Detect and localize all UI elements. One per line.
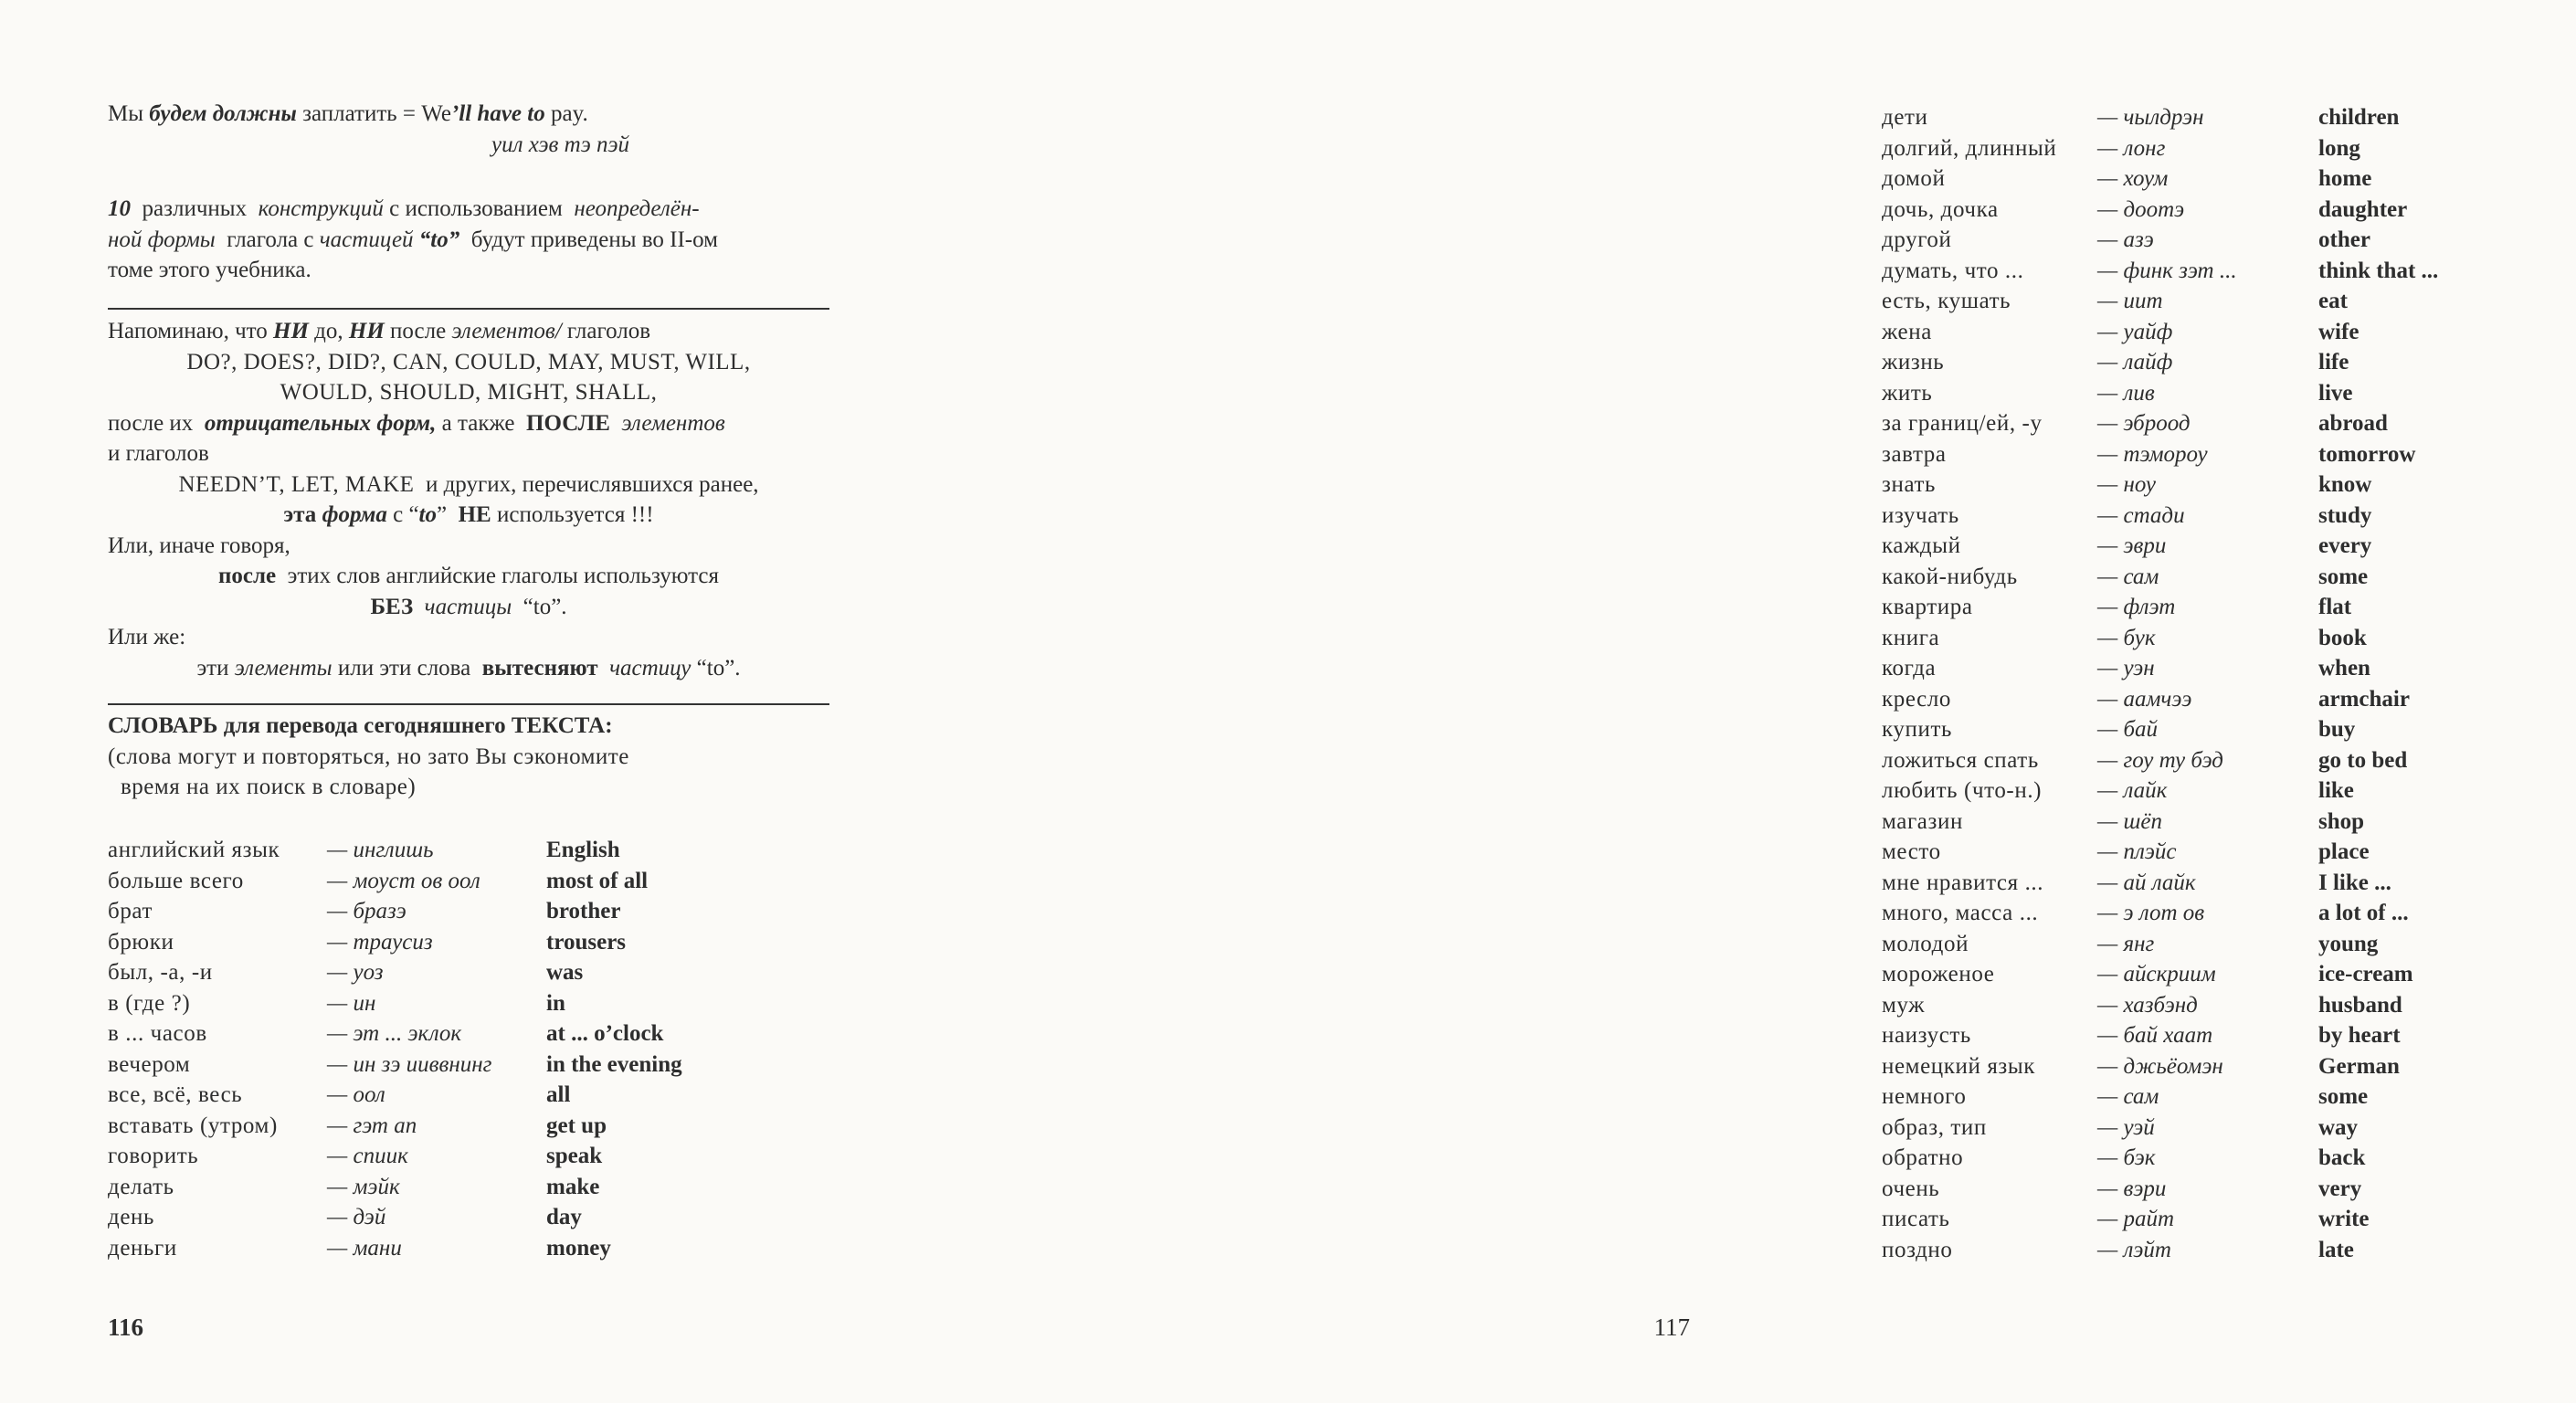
vocab-transcription: — сам — [2097, 564, 2159, 589]
vocab-row — [1882, 592, 2576, 623]
note-emphasis: “to” — [418, 227, 460, 252]
vocab-transcription: — вэри — [2097, 1176, 2167, 1201]
vocab-russian: очень — [1882, 1176, 1940, 1201]
vocab-russian: квартира — [1882, 595, 1973, 619]
vocab-row — [1882, 807, 2576, 838]
vocab-row — [108, 1202, 711, 1233]
vocab-russian: делать — [108, 1174, 174, 1199]
vocab-russian: есть, кушать — [1882, 289, 2011, 313]
vocab-english: place — [2318, 839, 2370, 864]
vocab-russian: молодой — [1882, 931, 1969, 956]
reminder-line — [108, 316, 829, 347]
reminder-text: этих слов английские глаголы используются — [287, 564, 719, 588]
vocab-transcription: — уэй — [2097, 1114, 2155, 1140]
vocab-english: very — [2318, 1176, 2362, 1201]
vocab-english: live — [2318, 380, 2353, 406]
vocab-english: book — [2318, 625, 2367, 650]
vocab-transcription: — лайф — [2097, 350, 2173, 374]
reminder-line — [108, 592, 829, 623]
vocab-english: daughter — [2318, 196, 2408, 222]
vocab-russian: мороженое — [1882, 962, 1995, 986]
reminder-text: после их — [108, 410, 194, 436]
vocab-transcription: — гэт ап — [327, 1113, 417, 1138]
reminder-line: Или же: — [108, 625, 186, 649]
vocab-english: ice-cream — [2318, 962, 2413, 986]
reminder-text: глаголов — [566, 319, 651, 343]
note-emphasis: частицей — [319, 227, 414, 252]
page-number: 117 — [1653, 1313, 1690, 1341]
reminder-text: “to”. — [696, 655, 741, 680]
vocab-transcription: — чылдрэн — [2097, 105, 2204, 130]
vocab-row — [1882, 1051, 2576, 1082]
vocab-english: speak — [546, 1144, 603, 1168]
vocab-russian: думать, что ... — [1882, 258, 2024, 283]
example-pronunciation: уил хэв тэ пэй — [491, 132, 629, 157]
vocab-row — [1882, 562, 2576, 593]
vocab-row — [1882, 1081, 2576, 1113]
vocab-transcription: — уайф — [2097, 319, 2173, 344]
vocab-row — [1882, 1143, 2576, 1174]
vocab-english: get up — [546, 1113, 607, 1138]
vocab-row — [1882, 898, 2576, 929]
vocab-row — [1882, 256, 2576, 287]
vocab-english: eat — [2318, 289, 2348, 313]
vocab-transcription: — тэмороу — [2097, 441, 2208, 467]
vocab-russian: жить — [1882, 380, 1933, 406]
vocab-transcription: — оол — [327, 1082, 385, 1107]
vocab-english: by heart — [2318, 1023, 2401, 1048]
vocab-english: young — [2318, 931, 2379, 956]
vocab-russian: вечером — [108, 1051, 191, 1077]
vocab-russian: брат — [108, 899, 153, 923]
vocab-row — [1882, 1235, 2576, 1266]
vocab-english: in the evening — [546, 1051, 682, 1077]
vocab-english: trousers — [546, 929, 627, 955]
vocab-row — [1882, 469, 2576, 501]
vocab-russian: образ, тип — [1882, 1114, 1987, 1140]
vocab-english: abroad — [2318, 411, 2388, 436]
vocab-russian: все, всё, весь — [108, 1082, 243, 1107]
vocab-english: German — [2318, 1053, 2400, 1079]
dictionary-note: (слова могут и повторяться, но зато Вы сэкономите — [108, 744, 629, 769]
vocab-row — [108, 896, 711, 927]
vocab-english: know — [2318, 472, 2372, 497]
vocab-row — [1882, 868, 2576, 899]
vocab-transcription: — бэк — [2097, 1145, 2156, 1170]
reminder-emphasis: ПОСЛЕ — [526, 410, 610, 436]
example-text: заплатить = We — [302, 101, 451, 126]
vocab-row — [108, 1018, 711, 1050]
vocab-row — [1882, 714, 2576, 745]
vocab-russian: завтра — [1882, 441, 1947, 467]
vocab-transcription: — бай — [2097, 717, 2159, 742]
vocab-english: husband — [2318, 992, 2402, 1018]
note-emphasis: ной формы — [108, 227, 216, 252]
vocab-transcription: — траусиз — [327, 929, 433, 955]
vocab-russian: кресло — [1882, 686, 1952, 712]
note-emphasis: неопределён- — [574, 196, 700, 221]
vocab-transcription: — моуст ов оол — [327, 868, 480, 893]
vocab-transcription: — лонг — [2097, 135, 2166, 161]
vocab-english: most of all — [546, 868, 649, 893]
vocab-english: go to bed — [2318, 747, 2408, 773]
vocab-row — [1882, 990, 2576, 1021]
reminder-line — [108, 408, 829, 439]
note-line-2 — [108, 225, 829, 256]
note-line-1 — [108, 194, 829, 225]
vocab-english: money — [546, 1235, 611, 1261]
vocab-transcription: — спиик — [327, 1144, 408, 1168]
vocab-row — [1882, 317, 2576, 348]
example-text: Мы — [108, 101, 144, 126]
note-line-3: томе этого учебника. — [108, 258, 311, 282]
vocab-row — [1882, 837, 2576, 868]
vocab-english: a lot of ... — [2318, 901, 2409, 925]
vocab-english: flat — [2318, 595, 2352, 619]
vocab-row — [1882, 1020, 2576, 1051]
vocab-transcription: — шёп — [2097, 808, 2162, 834]
vocab-russian: долгий, длинный — [1882, 135, 2057, 161]
vocab-english: buy — [2318, 717, 2356, 742]
vocab-russian: больше всего — [108, 868, 244, 893]
vocab-transcription: — уоз — [327, 960, 384, 985]
vocab-row — [1882, 653, 2576, 684]
vocab-english: when — [2318, 656, 2370, 680]
vocab-transcription: — стади — [2097, 502, 2185, 528]
vocab-transcription: — ай лайк — [2097, 870, 2196, 895]
vocab-transcription: — сам — [2097, 1084, 2159, 1109]
vocab-english: way — [2318, 1114, 2359, 1140]
vocab-transcription: — лив — [2097, 380, 2155, 406]
vocab-transcription: — азэ — [2097, 227, 2154, 252]
vocab-transcription: — бай хаат — [2097, 1023, 2213, 1048]
reminder-emphasis: БЕЗ — [370, 594, 414, 619]
note-number: 10 — [108, 196, 131, 221]
vocab-russian: наизусть — [1882, 1023, 1971, 1048]
page-number: 116 — [108, 1313, 144, 1341]
vocab-russian: любить (что-н.) — [1882, 778, 2043, 803]
vocab-english: all — [546, 1082, 571, 1107]
vocab-transcription: — ноу — [2097, 472, 2156, 497]
reminder-text: с “ — [393, 502, 419, 527]
reminder-text: эти — [196, 655, 229, 680]
vocab-russian: деньги — [108, 1235, 177, 1261]
vocab-english: every — [2318, 533, 2372, 558]
vocab-row — [108, 927, 711, 958]
vocab-english: at ... o’clock — [546, 1021, 664, 1046]
modal-list-line: NEEDN’T, LET, MAKE — [178, 471, 415, 497]
vocab-transcription: — доотэ — [2097, 196, 2185, 222]
vocab-row — [1882, 195, 2576, 226]
vocab-row — [1882, 531, 2576, 562]
vocab-transcription: — мэйк — [327, 1174, 400, 1199]
reminder-emphasis: НЕ — [458, 502, 491, 527]
vocab-row — [1882, 164, 2576, 195]
vocab-transcription: — аамчээ — [2097, 686, 2192, 712]
vocab-russian: немецкий язык — [1882, 1053, 2036, 1079]
vocab-transcription: — финк зэт ... — [2097, 258, 2237, 283]
vocab-english: tomorrow — [2318, 441, 2416, 467]
vocab-transcription: — янг — [2097, 931, 2155, 956]
reminder-line — [108, 653, 829, 684]
vocab-russian: дети — [1882, 105, 1928, 130]
reminder-emphasis: элементов/ — [451, 319, 562, 343]
vocab-russian: дочь, дочка — [1882, 196, 1999, 222]
reminder-text: до, — [314, 319, 343, 343]
vocab-row — [1882, 133, 2576, 164]
vocab-transcription: — хоум — [2097, 166, 2169, 191]
vocab-row — [1882, 623, 2576, 654]
vocab-russian: в ... часов — [108, 1021, 207, 1046]
vocab-russian: изучать — [1882, 502, 1959, 528]
reminder-line — [108, 561, 829, 592]
vocab-russian: когда — [1882, 656, 1937, 680]
vocab-transcription: — плэйс — [2097, 839, 2177, 864]
note-text: глагола с — [227, 227, 314, 252]
vocab-russian: мне нравится ... — [1882, 870, 2044, 895]
reminder-text: “to”. — [523, 594, 567, 619]
vocab-russian: английский язык — [108, 838, 280, 862]
reminder-emphasis: частицы — [424, 594, 512, 619]
vocab-russian: много, масса ... — [1882, 901, 2039, 925]
vocab-row — [1882, 378, 2576, 409]
reminder-emphasis: НИ — [348, 319, 385, 343]
reminder-emphasis: после — [217, 564, 277, 588]
vocab-english: back — [2318, 1145, 2366, 1170]
vocab-russian: писать — [1882, 1207, 1950, 1231]
dictionary-note: время на их поиск в словаре) — [121, 775, 417, 799]
note-text: различных — [142, 196, 248, 221]
vocab-transcription: — бразэ — [327, 899, 406, 923]
vocab-transcription: — лайк — [2097, 778, 2168, 803]
vocab-russian: каждый — [1882, 533, 1961, 558]
vocab-russian: купить — [1882, 717, 1952, 742]
vocab-transcription: — лэйт — [2097, 1237, 2171, 1262]
vocab-english: like — [2318, 778, 2354, 803]
reminder-emphasis: элементы — [234, 655, 333, 680]
vocab-russian: место — [1882, 839, 1941, 864]
dictionary-heading: СЛОВАРЬ для перевода сегодняшнего ТЕКСТА: — [108, 713, 613, 738]
vocab-russian: брюки — [108, 929, 174, 955]
vocab-english: long — [2318, 135, 2360, 161]
divider — [108, 703, 829, 705]
vocab-english: some — [2318, 564, 2369, 589]
vocab-row — [108, 866, 711, 897]
vocab-row — [1882, 225, 2576, 256]
example-emphasis: ’ll have to — [450, 101, 545, 126]
vocab-english: children — [2318, 105, 2400, 130]
vocab-russian: жена — [1882, 319, 1932, 344]
vocab-list-right — [1882, 102, 2576, 1265]
vocab-transcription: — иит — [2097, 289, 2163, 313]
vocab-english: home — [2318, 166, 2372, 191]
reminder-emphasis: вытесняют — [481, 655, 598, 680]
vocab-row — [1882, 347, 2576, 378]
reminder-emphasis: элементов — [621, 410, 725, 436]
vocab-transcription: — эври — [2097, 533, 2167, 558]
modal-list-line: WOULD, SHOULD, MIGHT, SHALL, — [280, 380, 658, 405]
vocab-russian: говорить — [108, 1144, 199, 1168]
vocab-row — [108, 1141, 711, 1172]
vocab-row — [108, 835, 711, 866]
reminder-text: используется !!! — [496, 502, 654, 527]
vocab-transcription: — гоу ту бэд — [2097, 747, 2223, 773]
vocab-english: day — [546, 1205, 582, 1229]
vocab-row — [1882, 684, 2576, 715]
note-emphasis: конструкций — [258, 196, 384, 221]
reminder-emphasis: to — [418, 502, 437, 527]
vocab-transcription: — хазбэнд — [2097, 992, 2198, 1018]
reminder-text: ” — [437, 502, 448, 527]
vocab-english: shop — [2318, 808, 2365, 834]
vocab-transcription: — айскриим — [2097, 962, 2216, 986]
reminder-emphasis: НИ — [273, 319, 309, 343]
vocab-russian: в (где ?) — [108, 990, 191, 1016]
vocab-transcription: — джьёомэн — [2097, 1053, 2223, 1079]
example-sentence — [108, 99, 829, 160]
vocab-russian: ложиться спать — [1882, 747, 2039, 773]
vocab-english: brother — [546, 899, 621, 923]
vocab-english: think that ... — [2318, 258, 2439, 283]
note-text: с использованием — [389, 196, 563, 221]
vocab-russian: домой — [1882, 166, 1946, 191]
vocab-russian: был, -а, -и — [108, 960, 213, 985]
reminder-line: Или, иначе говоря, — [108, 533, 290, 558]
vocab-russian: другой — [1882, 227, 1952, 252]
vocab-english: late — [2318, 1237, 2354, 1262]
example-line — [108, 99, 829, 130]
example-text: pay. — [550, 101, 588, 126]
vocab-english: make — [546, 1174, 600, 1199]
reminder-text: или эти слова — [337, 655, 471, 680]
vocab-english: I like ... — [2318, 870, 2391, 895]
vocab-russian: магазин — [1882, 808, 1963, 834]
vocab-row — [1882, 745, 2576, 776]
vocab-english: study — [2318, 502, 2372, 528]
vocab-row — [1882, 501, 2576, 532]
vocab-transcription: — бук — [2097, 625, 2156, 650]
reminder-text: после — [390, 319, 447, 343]
reminder-text: а также — [441, 410, 515, 436]
vocab-russian: вставать (утром) — [108, 1113, 278, 1138]
reminder-emphasis: частицу — [609, 655, 692, 680]
left-page — [0, 0, 899, 1403]
reminder-emphasis: эта — [283, 502, 317, 527]
vocab-english: English — [546, 838, 620, 862]
vocab-transcription: — райт — [2097, 1207, 2175, 1231]
vocab-row — [1882, 929, 2576, 960]
vocab-english: wife — [2318, 319, 2360, 344]
vocab-row — [1882, 408, 2576, 439]
vocab-english: write — [2318, 1207, 2370, 1231]
vocab-row — [1882, 959, 2576, 990]
reminder-emphasis: форма — [322, 502, 387, 527]
vocab-row — [1882, 1174, 2576, 1205]
vocab-english: some — [2318, 1084, 2369, 1109]
vocab-row — [1882, 1113, 2576, 1144]
infinitive-note — [108, 194, 829, 286]
vocab-russian: знать — [1882, 472, 1937, 497]
vocab-russian: книга — [1882, 625, 1940, 650]
vocab-list-left — [108, 835, 711, 1263]
vocab-row — [1882, 286, 2576, 317]
vocab-russian: жизнь — [1882, 350, 1945, 374]
vocab-row — [1882, 1204, 2576, 1235]
vocab-english: other — [2318, 227, 2370, 252]
vocab-russian: немного — [1882, 1084, 1967, 1109]
vocab-russian: какой-нибудь — [1882, 564, 2018, 589]
reminder-line: и глаголов — [108, 441, 209, 466]
modal-list-line: DO?, DOES?, DID?, CAN, COULD, MAY, MUST, WILL, — [186, 349, 751, 374]
vocab-row — [108, 957, 711, 988]
dictionary-header — [108, 711, 829, 803]
vocab-transcription: — эт ... эклок — [327, 1021, 462, 1046]
vocab-row — [1882, 102, 2576, 133]
vocab-russian: поздно — [1882, 1237, 1953, 1262]
vocab-row — [1882, 439, 2576, 470]
vocab-row — [108, 1080, 711, 1111]
vocab-row — [108, 1111, 711, 1142]
vocab-transcription: — уэн — [2097, 656, 2155, 680]
note-text: будут приведены во II-ом — [470, 227, 718, 252]
vocab-transcription: — инглишь — [327, 838, 434, 862]
vocab-russian: обратно — [1882, 1145, 1964, 1170]
divider — [108, 308, 829, 310]
vocab-english: in — [546, 990, 565, 1016]
vocab-transcription: — ин зэ ииввнинг — [327, 1051, 492, 1077]
reminder-text: и других, перечислявшихся ранее, — [425, 471, 759, 497]
vocab-russian: день — [108, 1205, 154, 1229]
right-page — [899, 0, 2439, 1403]
vocab-transcription: — флэт — [2097, 595, 2176, 619]
vocab-row — [1882, 775, 2576, 807]
vocab-transcription: — дэй — [327, 1205, 386, 1229]
reminder-line — [108, 469, 829, 501]
reminder-text: Напоминаю, что — [108, 319, 268, 343]
vocab-row — [108, 1050, 711, 1081]
vocab-row — [108, 1233, 711, 1264]
example-emphasis: будем должны — [149, 101, 297, 126]
reminder-block — [108, 316, 829, 683]
vocab-english: armchair — [2318, 686, 2410, 712]
vocab-transcription: — ин — [327, 990, 376, 1016]
vocab-transcription: — эброод — [2097, 411, 2191, 436]
reminder-emphasis: отрицательных форм, — [204, 410, 437, 436]
vocab-row — [108, 988, 711, 1019]
vocab-transcription: — мани — [327, 1235, 402, 1261]
vocab-english: life — [2318, 350, 2349, 374]
reminder-line — [108, 500, 829, 531]
vocab-russian: за границ/ей, -у — [1882, 411, 2043, 436]
vocab-russian: муж — [1882, 992, 1926, 1018]
vocab-transcription: — э лот ов — [2097, 901, 2205, 925]
vocab-row — [108, 1172, 711, 1203]
vocab-english: was — [546, 960, 584, 985]
